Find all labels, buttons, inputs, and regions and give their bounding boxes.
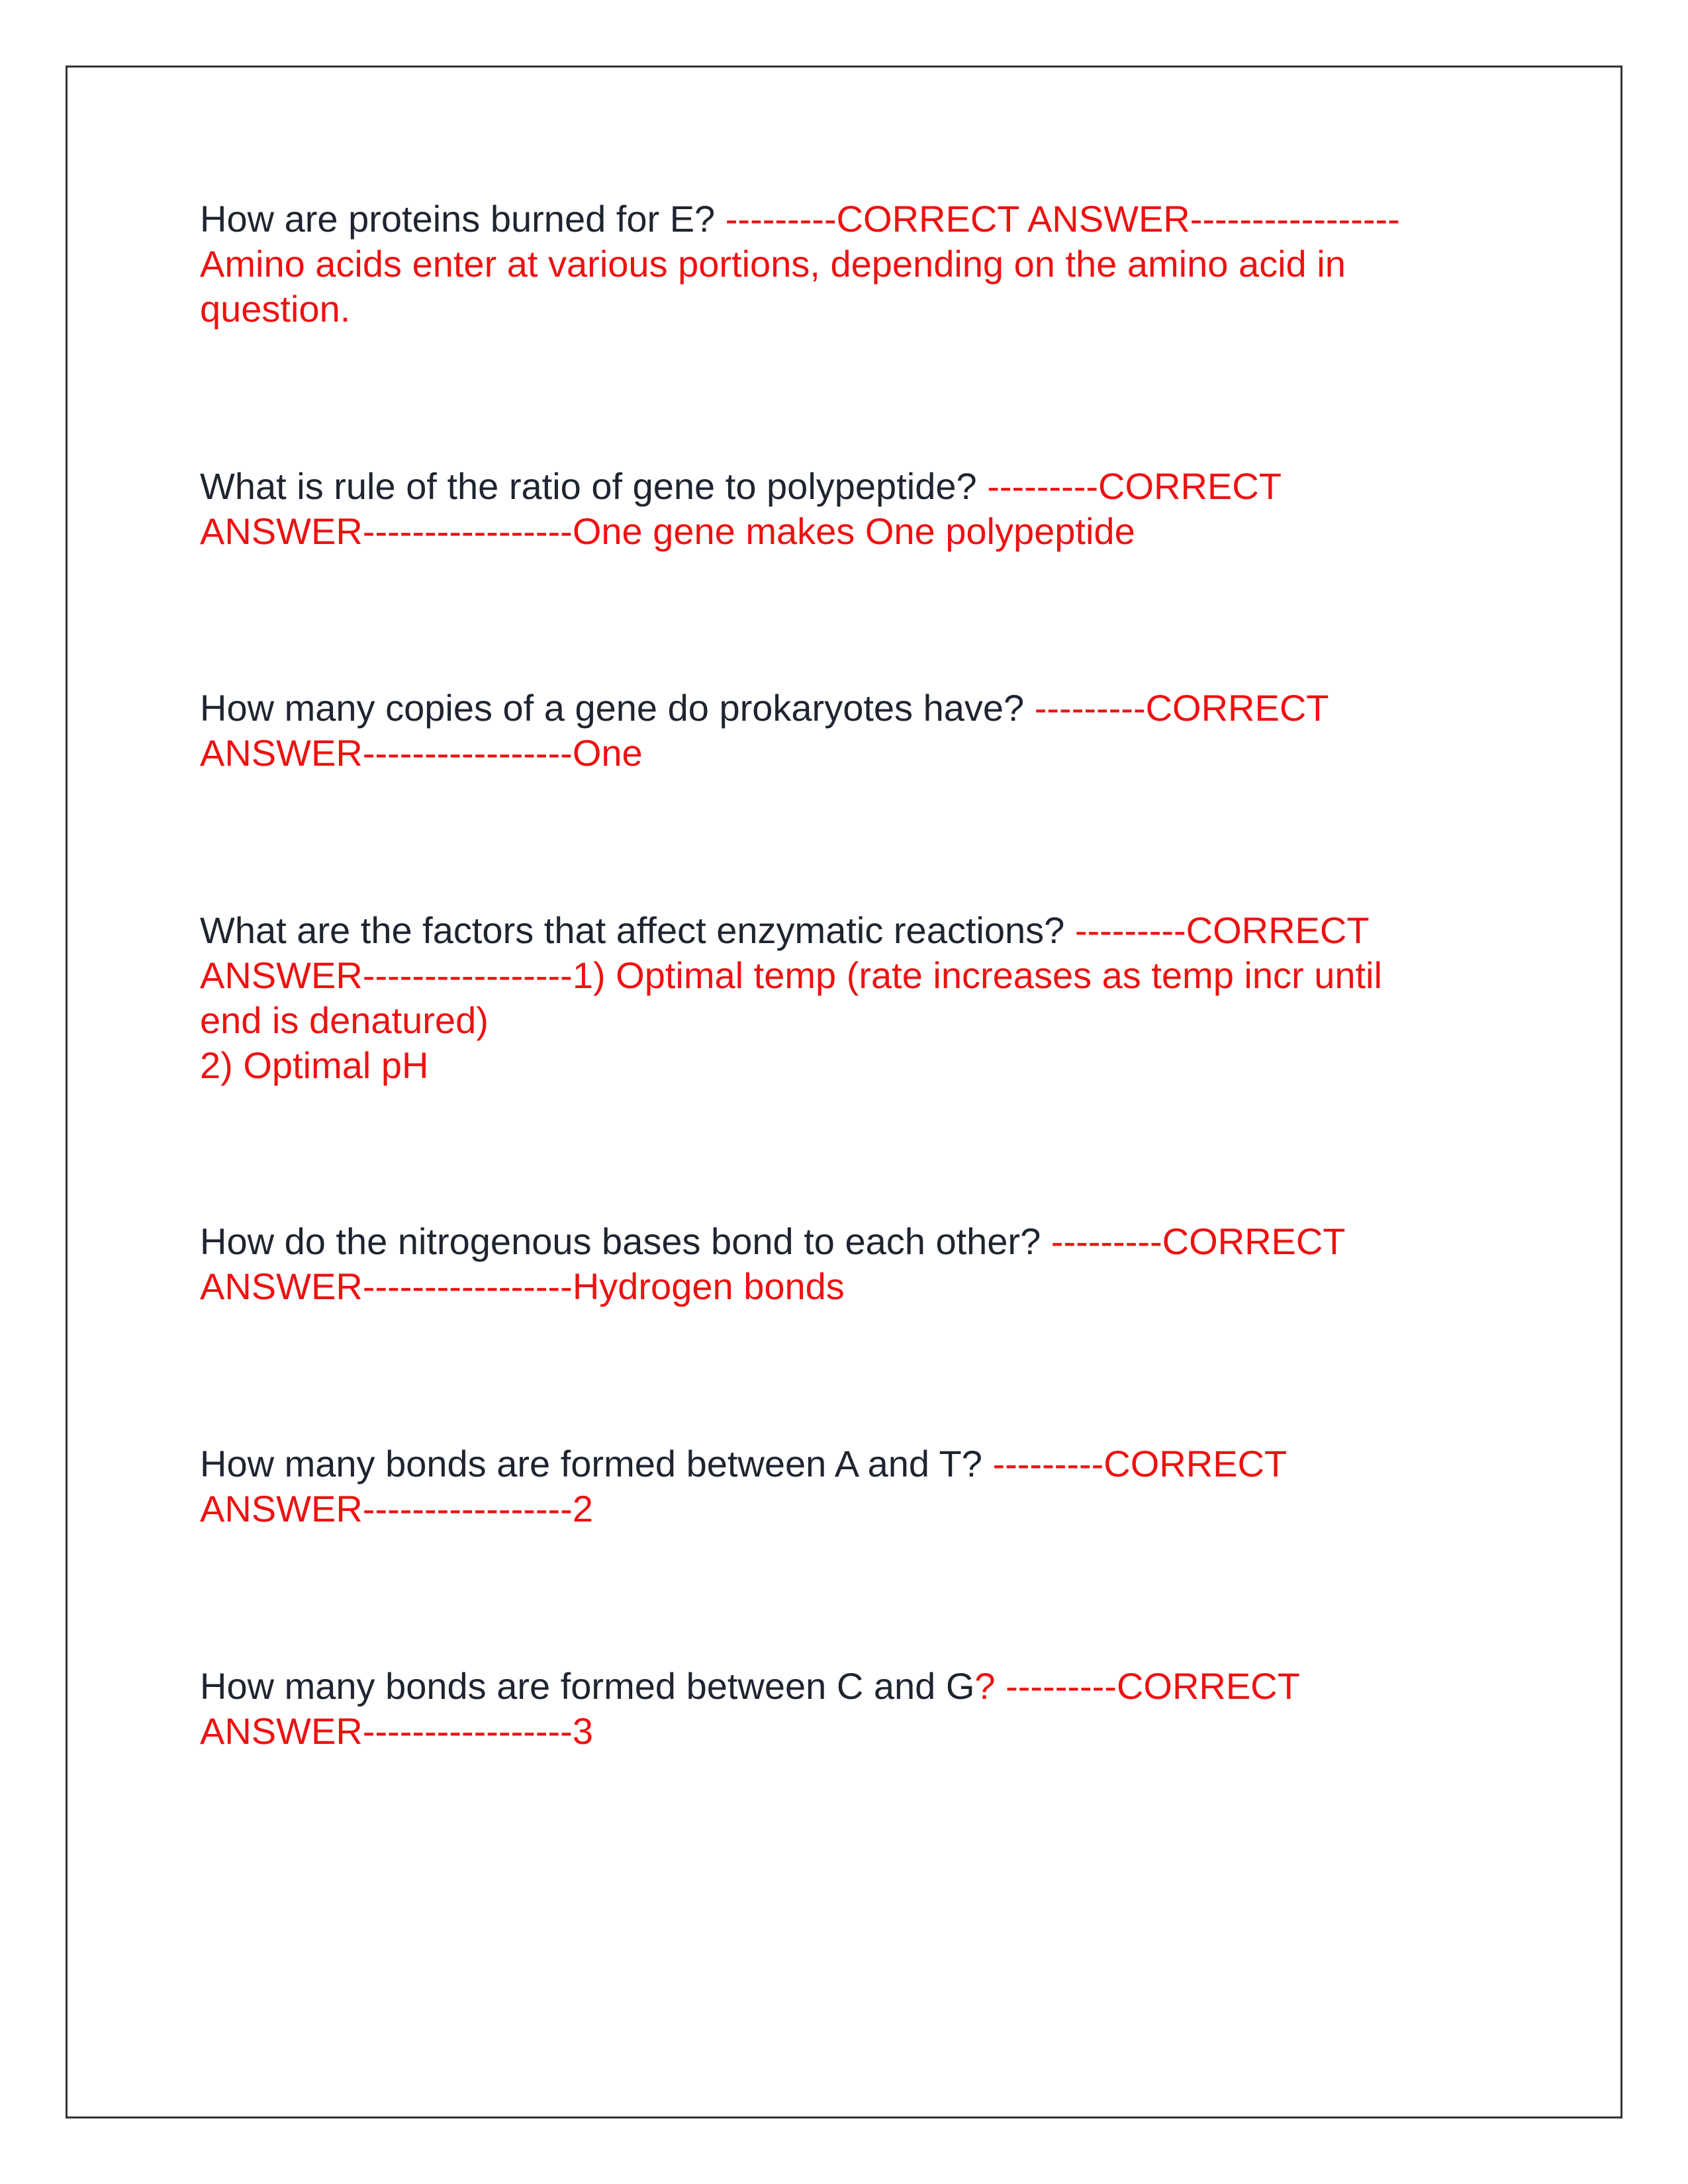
- qa-item-4: [200, 908, 1458, 1088]
- qa-item-1: [200, 197, 1458, 332]
- qa-item-2: [200, 464, 1458, 554]
- qa-item-7: [200, 1664, 1458, 1754]
- answer-text: ? ---------CORRECT ANSWER-----------------3: [200, 1665, 1300, 1752]
- qa-item-6: [200, 1441, 1458, 1531]
- answer-text: ---------CORRECT ANSWER----------------- Amino acids enter at various portions, depending on the amino acid in question.: [200, 198, 1400, 330]
- question-text: How are proteins burned for E?: [200, 198, 726, 240]
- question-text: How do the nitrogenous bases bond to each other?: [200, 1220, 1051, 1262]
- question-text: How many bonds are formed between A and T?: [200, 1443, 993, 1484]
- page-border: [66, 66, 1622, 2118]
- answer-text: ---------CORRECT ANSWER-----------------One: [200, 687, 1329, 774]
- question-text: How many copies of a gene do prokaryotes have?: [200, 687, 1035, 729]
- question-text: How many bonds are formed between C and G: [200, 1665, 975, 1707]
- question-text: What is rule of the ratio of gene to polypeptide?: [200, 465, 988, 507]
- qa-item-3: [200, 686, 1458, 776]
- answer-text: ---------CORRECT ANSWER-----------------1) Optimal temp (rate increases as temp incr until end is denatured) 2) Optimal pH: [200, 909, 1382, 1086]
- answer-text: ---------CORRECT ANSWER-----------------Hydrogen bonds: [200, 1220, 1346, 1307]
- answer-text: ---------CORRECT ANSWER-----------------2: [200, 1443, 1288, 1529]
- qa-item-5: [200, 1219, 1458, 1309]
- answer-text: ---------CORRECT ANSWER-----------------One gene makes One polypeptide: [200, 465, 1282, 552]
- question-text: What are the factors that affect enzymatic reactions?: [200, 909, 1075, 951]
